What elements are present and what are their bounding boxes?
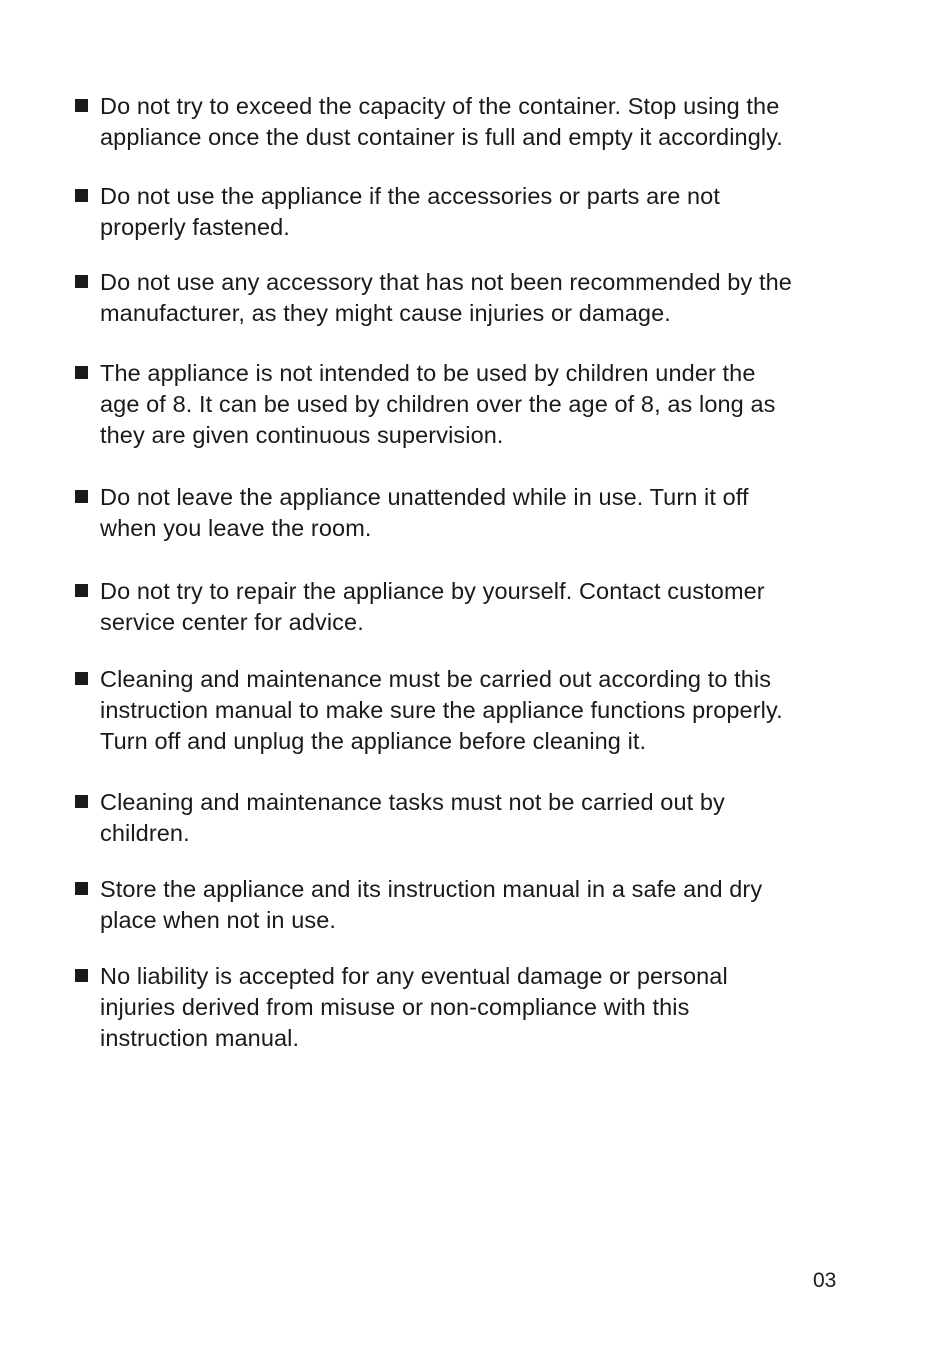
list-item (100, 961, 860, 1054)
page-number: 03 (813, 1269, 837, 1292)
list-item-line: service center for advice. (100, 609, 364, 635)
list-item-line: Cleaning and maintenance must be carried out according to this (100, 666, 772, 692)
list-item (100, 576, 860, 638)
list-item-line: Store the appliance and its instruction manual in a safe and dry (100, 876, 763, 902)
list-item-line: Do not leave the appliance unattended while in use. Turn it off (100, 484, 749, 510)
list-item (100, 91, 860, 153)
list-item (100, 267, 860, 329)
list-item-line: Do not use any accessory that has not been recommended by the (100, 269, 792, 295)
square-bullet-icon (75, 882, 88, 895)
list-item-line: Turn off and unplug the appliance before cleaning it. (100, 728, 647, 754)
list-item (100, 482, 860, 544)
square-bullet-icon (75, 275, 88, 288)
list-item-line: manufacturer, as they might cause injuries or damage. (100, 300, 671, 326)
list-item-line: Do not use the appliance if the accessories or parts are not (100, 183, 720, 209)
square-bullet-icon (75, 189, 88, 202)
list-item-line: when you leave the room. (100, 515, 372, 541)
list-item-line: No liability is accepted for any eventual damage or personal (100, 963, 728, 989)
list-item (100, 358, 860, 451)
list-item-line: age of 8. It can be used by children over the age of 8, as long as (100, 391, 776, 417)
square-bullet-icon (75, 672, 88, 685)
list-item (100, 181, 860, 243)
list-item-line: The appliance is not intended to be used by children under the (100, 360, 756, 386)
square-bullet-icon (75, 490, 88, 503)
list-item (100, 787, 860, 849)
list-item (100, 874, 860, 936)
list-item-line: place when not in use. (100, 907, 337, 933)
list-item-line: properly fastened. (100, 214, 290, 240)
list-item-line: injuries derived from misuse or non-compliance with this (100, 994, 690, 1020)
square-bullet-icon (75, 795, 88, 808)
list-item-line: Do not try to exceed the capacity of the container. Stop using the (100, 93, 780, 119)
list-item-line: Do not try to repair the appliance by yourself. Contact customer (100, 578, 765, 604)
list-item (100, 664, 860, 757)
list-item-line: instruction manual to make sure the appliance functions properly. (100, 697, 783, 723)
square-bullet-icon (75, 99, 88, 112)
list-item-line: Cleaning and maintenance tasks must not be carried out by (100, 789, 725, 815)
list-item-line: they are given continuous supervision. (100, 422, 504, 448)
square-bullet-icon (75, 969, 88, 982)
list-item-line: appliance once the dust container is full and empty it accordingly. (100, 124, 783, 150)
list-item-line: children. (100, 820, 190, 846)
square-bullet-icon (75, 366, 88, 379)
square-bullet-icon (75, 584, 88, 597)
list-item-line: instruction manual. (100, 1025, 300, 1051)
